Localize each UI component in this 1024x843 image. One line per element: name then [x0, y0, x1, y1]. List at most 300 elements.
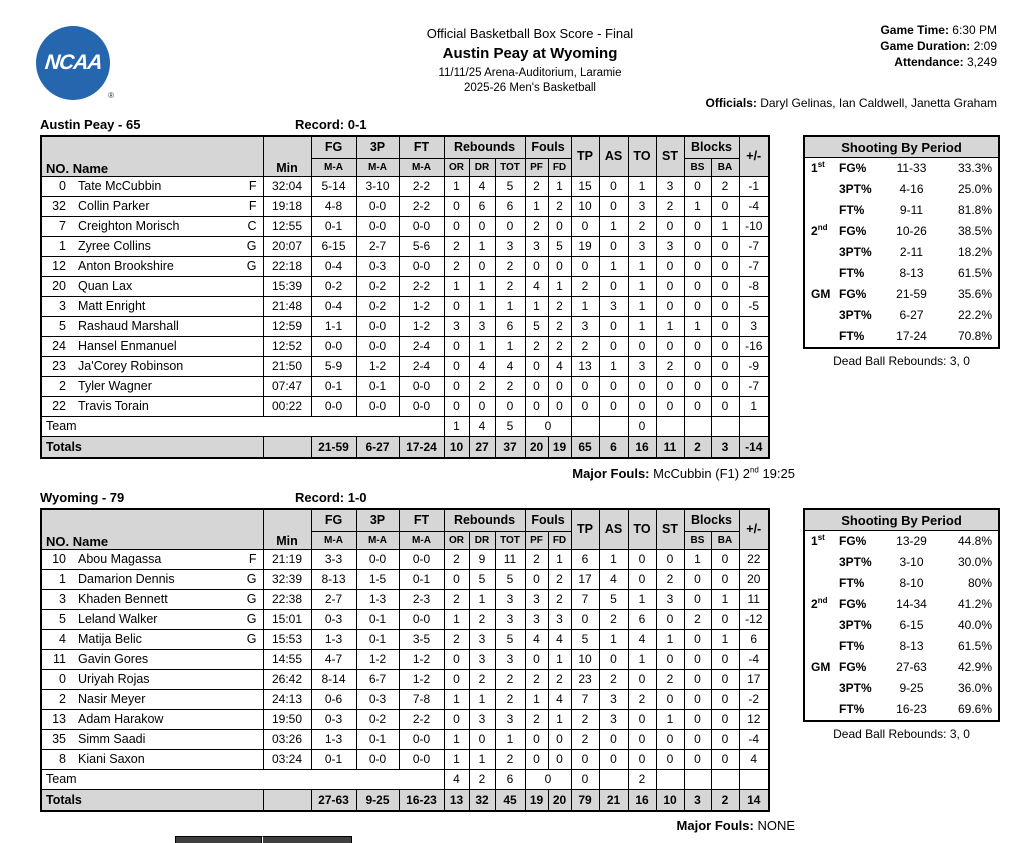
shooting-period-label: [811, 552, 839, 573]
stat-cell: 23: [571, 669, 599, 689]
ordinal-suffix: nd: [817, 223, 828, 232]
stat-cell: 3: [525, 609, 548, 629]
player-position: G: [246, 612, 257, 626]
stat-cell: 15:39: [263, 276, 311, 296]
stat-cell: 0-1: [399, 569, 444, 589]
shooting-box: [803, 508, 1000, 722]
stat-cell: 4: [525, 276, 548, 296]
col-subheader-dr: DR: [469, 158, 495, 176]
stat-cell: [656, 769, 684, 789]
stat-cell: 0: [548, 256, 571, 276]
stat-cell: 0: [711, 256, 739, 276]
stat-cell: -1: [739, 176, 769, 196]
shooting-period-label: [811, 326, 839, 347]
dead-ball-rebounds: Dead Ball Rebounds: 3, 0: [833, 354, 970, 368]
player-number: 1: [59, 239, 66, 253]
team-row-label: Team: [41, 769, 444, 789]
team-row: [41, 416, 769, 436]
stat-cell: 2: [495, 276, 525, 296]
stat-cell: 0: [656, 296, 684, 316]
player-row: [41, 216, 769, 236]
shooting-percentage: 18.2%: [957, 245, 992, 259]
stat-cell: [599, 416, 628, 436]
stat-cell: 3: [495, 709, 525, 729]
stat-cell: 3: [495, 236, 525, 256]
stat-cell: [571, 416, 599, 436]
player-name: Adam Harakow: [78, 712, 164, 726]
col-header-as: AS: [599, 136, 628, 176]
col-header-to: TO: [628, 509, 656, 549]
stat-cell: 2: [628, 689, 656, 709]
shooting-row: [805, 242, 998, 263]
stat-cell: 3: [628, 356, 656, 376]
player-name: Abou Magassa: [78, 552, 162, 566]
stat-cell: 1-5: [356, 569, 399, 589]
stat-cell: 6-7: [356, 669, 399, 689]
stat-cell: 0: [444, 669, 469, 689]
stat-cell: 0-0: [399, 256, 444, 276]
shooting-made-attempted: 21-59: [896, 287, 927, 301]
stat-cell: -9: [739, 356, 769, 376]
player-row: [41, 749, 769, 769]
game-time-line: [880, 22, 997, 38]
shooting-made-attempted: 3-10: [899, 555, 924, 569]
shooting-period-label: [811, 200, 839, 221]
col-header-st: ST: [656, 136, 684, 176]
stat-cell: 0: [711, 316, 739, 336]
stat-cell: 5-9: [311, 356, 356, 376]
stat-cell: 2: [444, 256, 469, 276]
stat-cell: [263, 436, 311, 458]
stat-cell: 19:50: [263, 709, 311, 729]
partial-table-cell: [262, 836, 352, 843]
stat-cell: 3: [684, 789, 711, 811]
shooting-period-label: 2nd: [811, 223, 828, 238]
ncaa-logo-text: NCAA: [43, 51, 103, 74]
shooting-stat-label: FT%: [839, 576, 865, 590]
shooting-percentage: 41.2%: [957, 597, 992, 611]
stat-cell: 2: [656, 669, 684, 689]
shooting-row: [805, 179, 998, 200]
stat-cell: 22: [739, 549, 769, 569]
player-name: Creighton Morisch: [78, 219, 180, 233]
shooting-made-attempted: 8-10: [899, 576, 924, 590]
stat-cell: 6: [469, 196, 495, 216]
stat-cell: 0: [656, 376, 684, 396]
stat-cell: 2-2: [399, 709, 444, 729]
team-row: [41, 769, 769, 789]
shooting-stat-label: FG%: [839, 534, 867, 548]
stat-cell: 22:18: [263, 256, 311, 276]
stat-cell: 0: [656, 336, 684, 356]
stat-cell: 27-63: [311, 789, 356, 811]
stat-cell: 7: [571, 689, 599, 709]
ncaa-logo-circle: [36, 26, 110, 100]
col-header-3p: 3P: [356, 136, 399, 158]
stat-cell: 0: [525, 416, 571, 436]
stat-cell: 0: [656, 256, 684, 276]
stat-cell: 2: [444, 549, 469, 569]
player-position: G: [246, 239, 257, 253]
stat-cell: 27: [469, 436, 495, 458]
game-duration-line: [880, 38, 997, 54]
stat-cell: -7: [739, 256, 769, 276]
shooting-made-attempted: 8-13: [899, 266, 924, 280]
team-section-wyoming: [40, 490, 768, 812]
stat-cell: 3: [739, 316, 769, 336]
stat-cell: 2-7: [356, 236, 399, 256]
player-number: 23: [52, 359, 66, 373]
col-header-no-name: NO. Name: [41, 509, 263, 549]
player-name: Kiani Saxon: [78, 752, 145, 766]
totals-row: [41, 436, 769, 458]
officials-label: Officials:: [705, 96, 757, 110]
stat-cell: 1: [628, 296, 656, 316]
stat-cell: 1-2: [399, 296, 444, 316]
stat-cell: 0: [684, 709, 711, 729]
stat-cell: -4: [739, 196, 769, 216]
shooting-row: [805, 573, 998, 594]
stat-cell: 0: [684, 356, 711, 376]
shooting-stat-label: FT%: [839, 329, 865, 343]
stat-cell: 0: [684, 569, 711, 589]
stat-cell: 0: [684, 396, 711, 416]
stat-cell: 0: [548, 729, 571, 749]
stat-cell: 0: [599, 196, 628, 216]
stat-cell: 1-2: [356, 649, 399, 669]
stat-cell: [711, 769, 739, 789]
shooting-percentage: 42.9%: [957, 660, 992, 674]
player-name-cell: [41, 256, 263, 276]
shooting-percentage: 22.2%: [957, 308, 992, 322]
col-header-st: ST: [656, 509, 684, 549]
stat-cell: 13: [571, 356, 599, 376]
stat-cell: 6: [571, 549, 599, 569]
col-subheader-or: OR: [444, 531, 469, 549]
stat-cell: 0: [525, 749, 548, 769]
stat-cell: 0: [711, 749, 739, 769]
stat-cell: 0: [656, 649, 684, 669]
stat-cell: 2: [571, 709, 599, 729]
shooting-row: [805, 699, 998, 720]
stat-cell: 1: [444, 729, 469, 749]
col-subheader-fg-ma: M-A: [311, 531, 356, 549]
stat-cell: 0: [599, 276, 628, 296]
player-position: G: [246, 572, 257, 586]
stat-cell: 0: [684, 649, 711, 669]
stat-cell: 0-4: [311, 256, 356, 276]
stat-cell: 0: [656, 276, 684, 296]
col-header-rebounds: Rebounds: [444, 136, 525, 158]
stat-cell: 2: [525, 549, 548, 569]
player-position: G: [246, 592, 257, 606]
stat-cell: 11: [656, 436, 684, 458]
stat-cell: 0-3: [311, 709, 356, 729]
col-header-blocks: Blocks: [684, 136, 739, 158]
shooting-percentage: 81.8%: [957, 203, 992, 217]
stat-cell: 3: [628, 236, 656, 256]
stat-cell: 19: [571, 236, 599, 256]
game-duration-label: Game Duration:: [880, 39, 971, 53]
major-fouls-label: Major Fouls:: [572, 466, 650, 481]
player-name: Khaden Bennett: [78, 592, 168, 606]
player-name: Quan Lax: [78, 279, 133, 293]
stat-cell: 1-2: [399, 669, 444, 689]
shooting-stat-label: FT%: [839, 639, 865, 653]
player-name-cell: [41, 216, 263, 236]
stat-cell: 2: [548, 589, 571, 609]
player-row: [41, 236, 769, 256]
stat-cell: 21:48: [263, 296, 311, 316]
stat-cell: 0: [656, 216, 684, 236]
stat-cell: 2-2: [399, 176, 444, 196]
stat-cell: 0-0: [356, 749, 399, 769]
shooting-stat-label: FG%: [839, 287, 867, 301]
shooting-percentage: 61.5%: [957, 266, 992, 280]
player-name-cell: [41, 689, 263, 709]
stat-cell: 15: [571, 176, 599, 196]
stat-cell: 3-10: [356, 176, 399, 196]
player-position: C: [247, 219, 257, 233]
player-name-cell: [41, 316, 263, 336]
stat-cell: 45: [495, 789, 525, 811]
player-name-cell: [41, 336, 263, 356]
major-fouls-label: Major Fouls:: [676, 818, 754, 833]
stat-cell: 10: [571, 649, 599, 669]
player-name: Uriyah Rojas: [78, 672, 150, 686]
stat-cell: 0-0: [356, 216, 399, 236]
table-header: [41, 509, 769, 549]
totals-label: Totals: [41, 789, 263, 811]
stat-cell: 1-2: [356, 356, 399, 376]
stat-cell: 1: [739, 396, 769, 416]
attendance-line: [880, 54, 997, 70]
player-position: G: [246, 632, 257, 646]
shooting-period-label: [811, 636, 839, 657]
shooting-row: [805, 531, 998, 552]
stat-cell: 0: [444, 356, 469, 376]
stat-cell: 2: [495, 376, 525, 396]
col-subheader-fd: FD: [548, 531, 571, 549]
shooting-period-label: 1st: [811, 160, 825, 175]
stat-cell: 0: [628, 569, 656, 589]
stat-cell: 4: [548, 689, 571, 709]
stat-cell: 7-8: [399, 689, 444, 709]
shooting-row: [805, 284, 998, 305]
stat-cell: 1-2: [399, 316, 444, 336]
stat-cell: 0: [599, 649, 628, 669]
stat-cell: 20:07: [263, 236, 311, 256]
stat-cell: 00:22: [263, 396, 311, 416]
stat-cell: 0: [656, 689, 684, 709]
stat-cell: 5: [571, 629, 599, 649]
stat-cell: 2: [684, 609, 711, 629]
player-position: F: [248, 552, 257, 566]
player-row: [41, 569, 769, 589]
stat-cell: 4: [548, 629, 571, 649]
stat-cell: 2: [548, 669, 571, 689]
stat-cell: 1: [571, 296, 599, 316]
table-header: [41, 136, 769, 176]
stat-cell: 0-0: [356, 396, 399, 416]
officials-names: Daryl Gelinas, Ian Caldwell, Janetta Graham: [760, 96, 997, 110]
shooting-row: [805, 221, 998, 242]
player-name: Leland Walker: [78, 612, 158, 626]
stat-cell: 6: [599, 436, 628, 458]
player-number: 3: [59, 299, 66, 313]
stat-cell: 1: [628, 316, 656, 336]
stat-cell: 0-3: [311, 609, 356, 629]
stat-cell: 3: [469, 709, 495, 729]
player-name-cell: [41, 356, 263, 376]
officials-line: [706, 96, 997, 110]
col-header-fouls: Fouls: [525, 509, 571, 531]
stat-cell: 3: [599, 689, 628, 709]
shooting-made-attempted: 17-24: [896, 329, 927, 343]
stat-cell: 0: [684, 376, 711, 396]
stat-cell: 15:53: [263, 629, 311, 649]
col-header-no-name: NO. Name: [41, 136, 263, 176]
stat-cell: 0-6: [311, 689, 356, 709]
player-number: 0: [59, 179, 66, 193]
stat-cell: 21-59: [311, 436, 356, 458]
shooting-stat-label: 3PT%: [839, 245, 872, 259]
shooting-period-label: GM: [811, 660, 831, 674]
stat-cell: 22:38: [263, 589, 311, 609]
player-number: 2: [59, 692, 66, 706]
stat-cell: 4: [469, 176, 495, 196]
stat-cell: 79: [571, 789, 599, 811]
stat-cell: 0: [711, 296, 739, 316]
stat-cell: 2: [548, 196, 571, 216]
player-name-cell: [41, 729, 263, 749]
shooting-stat-label: FT%: [839, 702, 865, 716]
stat-cell: 6: [495, 196, 525, 216]
col-subheader-tot: TOT: [495, 531, 525, 549]
stat-cell: 2-7: [311, 589, 356, 609]
stat-cell: 1: [656, 709, 684, 729]
col-header-blocks: Blocks: [684, 509, 739, 531]
shooting-box-title: Shooting By Period: [805, 510, 998, 531]
shooting-period-label: [811, 179, 839, 200]
stat-cell: -7: [739, 376, 769, 396]
col-header-tp: TP: [571, 509, 599, 549]
stat-cell: 0: [571, 396, 599, 416]
stat-cell: 2: [525, 669, 548, 689]
stat-cell: 7: [571, 589, 599, 609]
stat-cell: 0: [599, 729, 628, 749]
stat-cell: 24:13: [263, 689, 311, 709]
stat-cell: 0: [656, 609, 684, 629]
stat-cell: 0: [711, 549, 739, 569]
stat-cell: 6-27: [356, 436, 399, 458]
stat-cell: 0: [711, 196, 739, 216]
stat-cell: 1: [599, 549, 628, 569]
stat-cell: 8-13: [311, 569, 356, 589]
stat-cell: 2: [495, 669, 525, 689]
stat-cell: 4: [469, 356, 495, 376]
stat-cell: 0: [628, 396, 656, 416]
stat-cell: 0: [495, 216, 525, 236]
stat-cell: 0: [711, 356, 739, 376]
player-row: [41, 669, 769, 689]
shooting-percentage: 25.0%: [957, 182, 992, 196]
player-name-cell: [41, 549, 263, 569]
stat-cell: 9-25: [356, 789, 399, 811]
stat-cell: 1: [656, 316, 684, 336]
stat-cell: 1: [548, 649, 571, 669]
stat-cell: 0: [469, 216, 495, 236]
player-number: 5: [59, 319, 66, 333]
stat-cell: 1: [628, 589, 656, 609]
stat-cell: [711, 416, 739, 436]
registered-trademark-icon: ®: [108, 91, 114, 100]
stat-cell: 2: [525, 176, 548, 196]
stat-cell: 6: [739, 629, 769, 649]
stat-cell: 0-0: [356, 196, 399, 216]
player-name-cell: [41, 629, 263, 649]
stat-cell: 13: [444, 789, 469, 811]
shooting-row: [805, 615, 998, 636]
stat-cell: 1: [469, 276, 495, 296]
col-header-min: Min: [263, 136, 311, 176]
stat-cell: 5: [599, 589, 628, 609]
stat-cell: 3: [656, 176, 684, 196]
shooting-stat-label: 3PT%: [839, 308, 872, 322]
stat-cell: 0: [684, 729, 711, 749]
stat-cell: 1: [684, 196, 711, 216]
stat-cell: 1: [599, 216, 628, 236]
stat-cell: 1: [599, 629, 628, 649]
stat-cell: 12:52: [263, 336, 311, 356]
stat-cell: 0-0: [399, 216, 444, 236]
stat-cell: 0: [525, 649, 548, 669]
team-record: Record: 0-1: [295, 117, 367, 132]
stat-cell: 16: [628, 789, 656, 811]
stat-cell: 2: [599, 609, 628, 629]
stat-cell: 0: [548, 376, 571, 396]
player-name-cell: [41, 296, 263, 316]
stat-cell: 0: [599, 236, 628, 256]
stat-cell: 12:55: [263, 216, 311, 236]
player-row: [41, 549, 769, 569]
stat-cell: 0: [711, 709, 739, 729]
stat-cell: 0-3: [356, 256, 399, 276]
col-header-min: Min: [263, 509, 311, 549]
stat-cell: 3-3: [311, 549, 356, 569]
player-row: [41, 589, 769, 609]
stat-cell: 5: [548, 236, 571, 256]
stat-cell: 07:47: [263, 376, 311, 396]
ncaa-logo: [36, 26, 114, 100]
team-title: Wyoming - 79: [40, 490, 125, 505]
stat-cell: 14:55: [263, 649, 311, 669]
shooting-percentage: 69.6%: [957, 702, 992, 716]
shooting-made-attempted: 8-13: [899, 639, 924, 653]
stat-cell: 0-0: [399, 729, 444, 749]
stat-cell: 0: [525, 256, 548, 276]
team-section-austin-peay: [40, 117, 768, 459]
stat-cell: -2: [739, 689, 769, 709]
stat-cell: 5: [495, 176, 525, 196]
team-row-label: Team: [41, 416, 444, 436]
stat-cell: 0: [599, 376, 628, 396]
stat-cell: 0-0: [311, 396, 356, 416]
shooting-period-label: [811, 678, 839, 699]
stat-cell: 0: [628, 669, 656, 689]
matchup-title: Austin Peay at Wyoming: [442, 45, 618, 62]
shooting-stat-label: FG%: [839, 224, 867, 238]
